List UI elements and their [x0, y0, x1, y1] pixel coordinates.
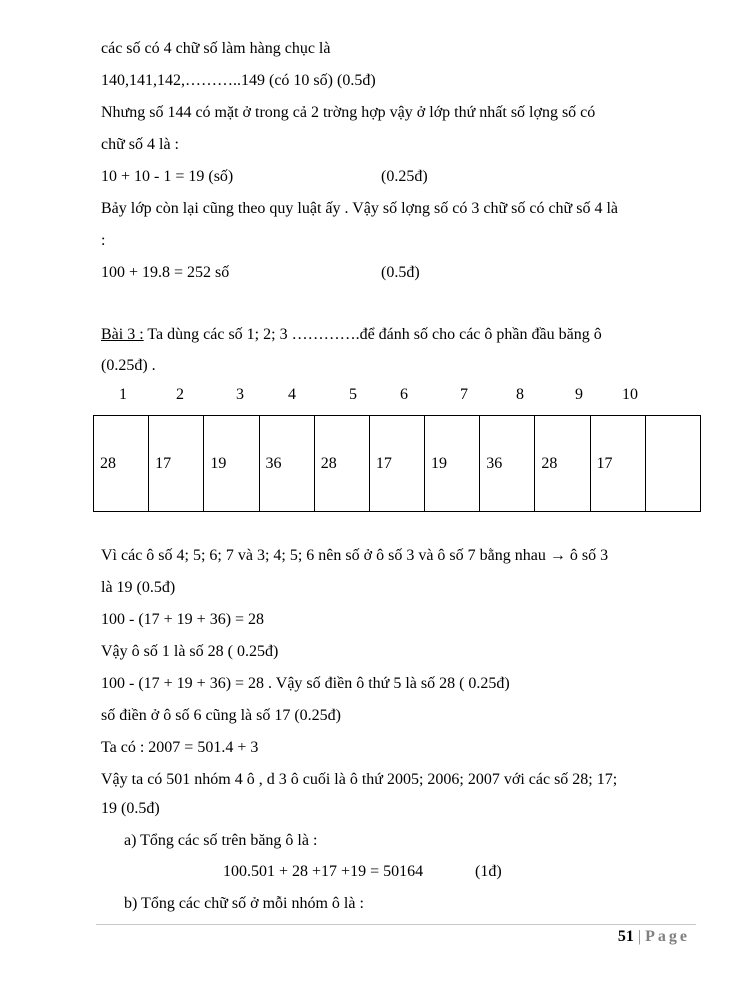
text-line: Vậy ta có 501 nhóm 4 ô , d 3 ô cuối là ô thứ 2005; 2006; 2007 với các số 28; 17; [101, 771, 618, 788]
column-number-row [0, 386, 745, 406]
exercise-heading [101, 325, 602, 345]
equation: 100.501 + 28 +17 +19 = 50164 [223, 863, 424, 880]
table-cell: 36 [259, 416, 314, 512]
text-line: 140,141,142,………..149 (có 10 số) (0.5đ) [101, 72, 376, 89]
text-line: Nhưng số 144 có mặt ở trong cả 2 trờng hợp vậy ở lớp thứ nhất số lợng số có [101, 104, 596, 121]
equation-line [101, 263, 701, 283]
text-line: số điền ở ô số 6 cũng là số 17 (0.25đ) [101, 707, 341, 724]
page-number: 51 [617, 928, 634, 945]
column-number: 3 [236, 386, 244, 403]
footer-divider [96, 924, 696, 925]
table-row [94, 416, 701, 512]
score: (0.25đ) [381, 168, 428, 185]
number-strip-table [93, 415, 701, 512]
column-number: 10 [622, 386, 638, 403]
column-number: 6 [400, 386, 408, 403]
sub-item-a: a) Tổng các số trên băng ô là : [124, 832, 318, 849]
score: (0.5đ) [381, 264, 420, 281]
column-number: 2 [176, 386, 184, 403]
text-line: 100 - (17 + 19 + 36) = 28 . Vậy số điền ô thứ 5 là số 28 ( 0.25đ) [101, 675, 510, 692]
page-footer [618, 928, 690, 946]
table-cell: 28 [94, 416, 149, 512]
text-line: Bảy lớp còn lại cũng theo quy luật ấy . Vậy số lợng số có 3 chữ số có chữ số 4 là [101, 200, 618, 217]
score: (1đ) [475, 863, 502, 880]
page-word: Page [645, 928, 690, 945]
equation-line [101, 167, 701, 187]
table-cell: 17 [369, 416, 424, 512]
text-line: Vì các ô số 4; 5; 6; 7 và 3; 4; 5; 6 nên số ở ô số 3 và ô số 7 bằng nhau → ô số 3 [101, 547, 609, 564]
table-cell: 19 [425, 416, 480, 512]
table-cell: 19 [204, 416, 259, 512]
column-number: 7 [460, 386, 468, 403]
table-cell: 28 [535, 416, 590, 512]
exercise-text: Ta dùng các số 1; 2; 3 ………….để đánh số cho các ô phần đầu băng ô [143, 326, 602, 343]
equation: 10 + 10 - 1 = 19 (số) [101, 168, 234, 185]
text-line: Vậy ô số 1 là số 28 ( 0.25đ) [101, 643, 279, 660]
text-line: : [101, 232, 106, 249]
text-line: chữ số 4 là : [101, 136, 179, 153]
text-line: 19 (0.5đ) [101, 800, 160, 817]
text-line: Ta có : 2007 = 501.4 + 3 [101, 739, 259, 756]
sub-item-b: b) Tổng các chữ số ở mỗi nhóm ô là : [124, 895, 364, 912]
equation: 100 + 19.8 = 252 số [101, 264, 230, 281]
column-number: 9 [575, 386, 583, 403]
equation-line [223, 862, 623, 882]
text-line: là 19 (0.5đ) [101, 579, 176, 596]
table-cell: 17 [149, 416, 204, 512]
table-cell: 36 [480, 416, 535, 512]
footer-separator: | [637, 928, 642, 945]
table-cell: 28 [314, 416, 369, 512]
table-cell [645, 416, 700, 512]
text-line: 100 - (17 + 19 + 36) = 28 [101, 611, 265, 628]
table-cell: 17 [590, 416, 645, 512]
exercise-label: Bài 3 : [101, 326, 144, 343]
text-line: (0.25đ) . [101, 357, 156, 374]
column-number: 5 [349, 386, 357, 403]
column-number: 4 [288, 386, 296, 403]
column-number: 1 [119, 386, 127, 403]
text-line: các số có 4 chữ số làm hàng chục là [101, 40, 331, 57]
column-number: 8 [516, 386, 524, 403]
